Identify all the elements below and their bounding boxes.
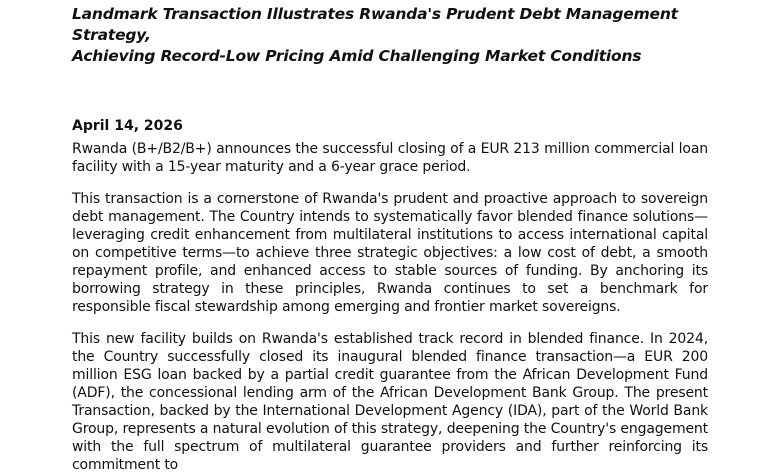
- paragraph-3: This new facility builds on Rwanda's established track record in blended finance. In 2024, the Country successfully closed its inaugural blended finance transaction—a EUR 200 million ESG loan backed by a partial credit guarantee from the African Development Fund (ADF), the concessional lending arm of the African Development Bank Group. The present Transaction, backed by the International Development Agency (IDA), part of the World Bank Group, represents a natural evolution of this strategy, deepening the Country's engagement with the full spectrum of multilateral guarantee providers and further reinforcing its commitment to: [72, 331, 708, 473]
- paragraph-2: This transaction is a cornerstone of Rwanda's prudent and proactive approach to sovereign debt management. The Country intends to systematically favor blended finance solutions—leveraging credit enhancement from multilateral institutions to access international capital on competitive terms—to achieve three strategic objectives: a low cost of debt, a smooth repayment profile, and enhanced access to stable sources of funding. By anchoring its borrowing strategy in these principles, Rwanda continues to set a benchmark for responsible fiscal stewardship among emerging and frontier market sovereigns.: [72, 191, 708, 315]
- subtitle-line-2: Achieving Record-Low Pricing Amid Challenging Market Conditions: [72, 47, 642, 65]
- press-release-subtitle: [72, 4, 708, 67]
- paragraph-1: Rwanda (B+/B2/B+) announces the successful closing of a EUR 213 million commercial loan facility with a 15-year maturity and a 6-year grace period.: [72, 141, 708, 175]
- release-date: April 14, 2026: [72, 118, 183, 134]
- subtitle-line-1: Landmark Transaction Illustrates Rwanda's Prudent Debt Management Strategy,: [72, 5, 678, 44]
- press-release: [72, 0, 708, 474]
